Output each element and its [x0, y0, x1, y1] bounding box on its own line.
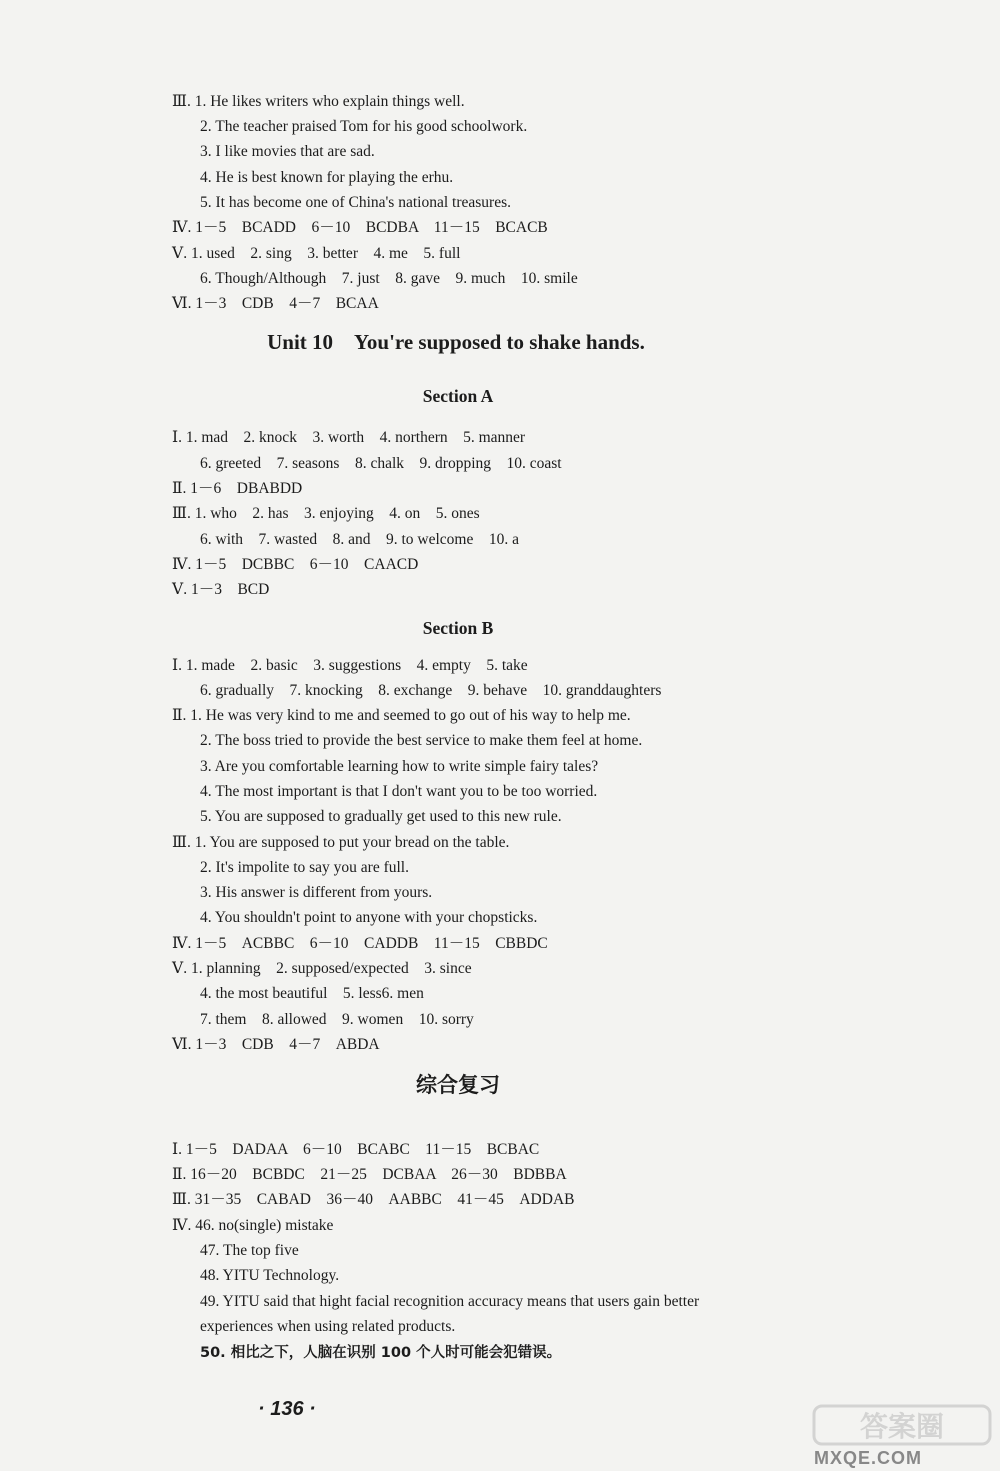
answer-line: 6. greeted 7. seasons 8. chalk 9. dropping 10. coast [200, 455, 562, 472]
answer-line: Ⅰ. 1. made 2. basic 3. suggestions 4. empty 5. take [172, 657, 528, 674]
answer-line: Ⅱ. 16－20 BCBDC 21－25 DCBAA 26－30 BDBBA [172, 1166, 567, 1183]
answer-line: 4. You shouldn't point to anyone with your chopsticks. [200, 909, 538, 926]
answer-line: Ⅵ. 1－3 CDB 4－7 ABDA [172, 1036, 380, 1053]
answer-line: 5. You are supposed to gradually get used to this new rule. [200, 808, 562, 825]
watermark-logo-text: 答案圈 [859, 1410, 945, 1443]
answer-line: Ⅳ. 1－5 ACBBC 6－10 CADDB 11－15 CBBDC [172, 935, 548, 952]
answer-line: 2. The boss tried to provide the best service to make them feel at home. [200, 732, 643, 749]
answer-line: Ⅲ. 1. He likes writers who explain things well. [172, 93, 465, 110]
answer-line: Ⅳ. 1－5 DCBBC 6－10 CAACD [172, 556, 419, 573]
answer-line: Ⅰ. 1－5 DADAA 6－10 BCABC 11－15 BCBAC [172, 1141, 540, 1158]
section-a-heading: Section A [422, 386, 494, 406]
answer-line: Ⅴ. 1－3 BCD [172, 581, 270, 598]
unit-title: Unit 10 You're supposed to shake hands. [267, 330, 645, 354]
answer-line: Ⅳ. 46. no(single) mistake [172, 1217, 334, 1234]
answer-line: 6. gradually 7. knocking 8. exchange 9. behave 10. granddaughters [200, 682, 662, 699]
answer-line: Ⅱ. 1－6 DBABDD [172, 480, 303, 497]
answer-line: Ⅲ. 31－35 CABAD 36－40 AABBC 41－45 ADDAB [172, 1191, 575, 1208]
answer-line: Ⅰ. 1. mad 2. knock 3. worth 4. northern 5. manner [172, 429, 526, 446]
answer-line: 4. The most important is that I don't want you to be too worried. [200, 783, 598, 800]
answer-line: 7. them 8. allowed 9. women 10. sorry [200, 1011, 474, 1028]
answer-line: 6. with 7. wasted 8. and 9. to welcome 10. a [200, 531, 519, 548]
answer-line: Ⅴ. 1. planning 2. supposed/expected 3. since [172, 960, 472, 977]
review-heading: 综合复习 [416, 1073, 500, 1097]
answer-line: 2. The teacher praised Tom for his good schoolwork. [200, 118, 528, 135]
answer-line: Ⅳ. 1－5 BCADD 6－10 BCDBA 11－15 BCACB [172, 219, 548, 236]
answer-line: Ⅱ. 1. He was very kind to me and seemed to go out of his way to help me. [172, 707, 631, 724]
answer-line: 50. 相比之下，人脑在识别 100 个人时可能会犯错误。 [200, 1345, 562, 1361]
answer-line: Ⅵ. 1－3 CDB 4－7 BCAA [172, 295, 379, 312]
answer-line: 47. The top five [200, 1242, 299, 1259]
answer-line: Ⅲ. 1. who 2. has 3. enjoying 4. on 5. ones [172, 505, 480, 522]
watermark-site: MXQE.COM [814, 1448, 923, 1468]
page-number: · 136 · [258, 1398, 316, 1420]
answer-line: 3. I like movies that are sad. [200, 143, 375, 160]
answer-line: 3. His answer is different from yours. [200, 884, 433, 901]
answer-line: 48. YITU Technology. [200, 1267, 340, 1284]
answer-line: Ⅴ. 1. used 2. sing 3. better 4. me 5. full [172, 245, 461, 262]
section-b-heading: Section B [422, 618, 494, 638]
answer-line: 5. It has become one of China's national treasures. [200, 194, 511, 211]
answer-line: 4. He is best known for playing the erhu. [200, 169, 454, 186]
answer-line: 3. Are you comfortable learning how to write simple fairy tales? [200, 758, 599, 775]
answer-line: 2. It's impolite to say you are full. [200, 859, 409, 876]
answer-line: 49. YITU said that hight facial recognition accuracy means that users gain better [200, 1293, 700, 1310]
answer-line: 6. Though/Although 7. just 8. gave 9. much 10. smile [200, 270, 578, 287]
answer-line: Ⅲ. 1. You are supposed to put your bread on the table. [172, 834, 510, 851]
answer-line: experiences when using related products. [200, 1318, 456, 1335]
answer-line: 4. the most beautiful 5. less6. men [200, 985, 424, 1002]
